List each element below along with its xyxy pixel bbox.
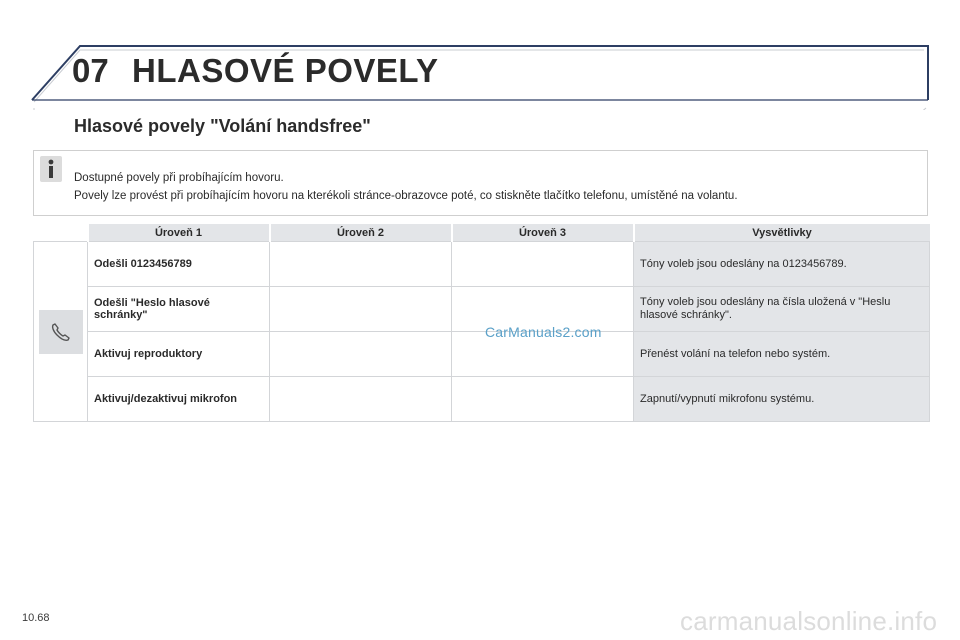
section-title: Hlasové povely "Volání handsfree": [74, 116, 371, 136]
level1-cell: Aktivuj reproduktory: [88, 332, 270, 377]
table-row: [34, 377, 930, 422]
phone-icon-cell: [34, 242, 88, 422]
table-row: [34, 287, 930, 332]
level1-cell: Odešli "Heslo hlasové schránky": [88, 287, 270, 332]
chapter-number: 07: [72, 52, 109, 89]
level3-cell: [452, 242, 634, 287]
explanation-cell: Tóny voleb jsou odeslány na 0123456789.: [634, 242, 930, 287]
level1-cell: Odešli 0123456789: [88, 242, 270, 287]
table-header-level3: Úroveň 3: [452, 224, 634, 242]
voice-command-table: [33, 224, 930, 422]
phone-icon: [39, 310, 83, 354]
info-icon: [40, 156, 62, 182]
watermark-bottom: carmanualsonline.info: [680, 606, 938, 636]
info-text: [74, 169, 738, 205]
level2-cell: [270, 377, 452, 422]
explanation-cell: Tóny voleb jsou odeslány na čísla uložená v "Heslu hlasové schránky".: [634, 287, 930, 332]
info-box: [33, 150, 928, 216]
level1-cell: Aktivuj/dezaktivuj mikrofon: [88, 377, 270, 422]
level2-cell: [270, 332, 452, 377]
explanation-cell: Zapnutí/vypnutí mikrofonu systému.: [634, 377, 930, 422]
table-header-row: [34, 224, 930, 242]
info-line-1: Dostupné povely při probíhajícím hovoru.: [74, 172, 284, 184]
page-number: 10.68: [22, 612, 50, 624]
table-header-level1: Úroveň 1: [88, 224, 270, 242]
table-row: [34, 332, 930, 377]
table-row: [34, 242, 930, 287]
level2-cell: [270, 242, 452, 287]
table-header-empty: [34, 224, 88, 242]
table-header-explanation: Vysvětlivky: [634, 224, 930, 242]
info-line-2: Povely lze provést při probíhajícím hovoru na kterékoli stránce-obrazovce poté, co stiskněte tlačítko telefonu, umístěné na volantu.: [74, 190, 738, 202]
level2-cell: [270, 287, 452, 332]
chapter-title: HLASOVÉ POVELY: [132, 52, 439, 89]
watermark-center: CarManuals2.com: [485, 324, 602, 340]
level3-cell: [452, 377, 634, 422]
explanation-cell: Přenést volání na telefon nebo systém.: [634, 332, 930, 377]
table-header-level2: Úroveň 2: [270, 224, 452, 242]
